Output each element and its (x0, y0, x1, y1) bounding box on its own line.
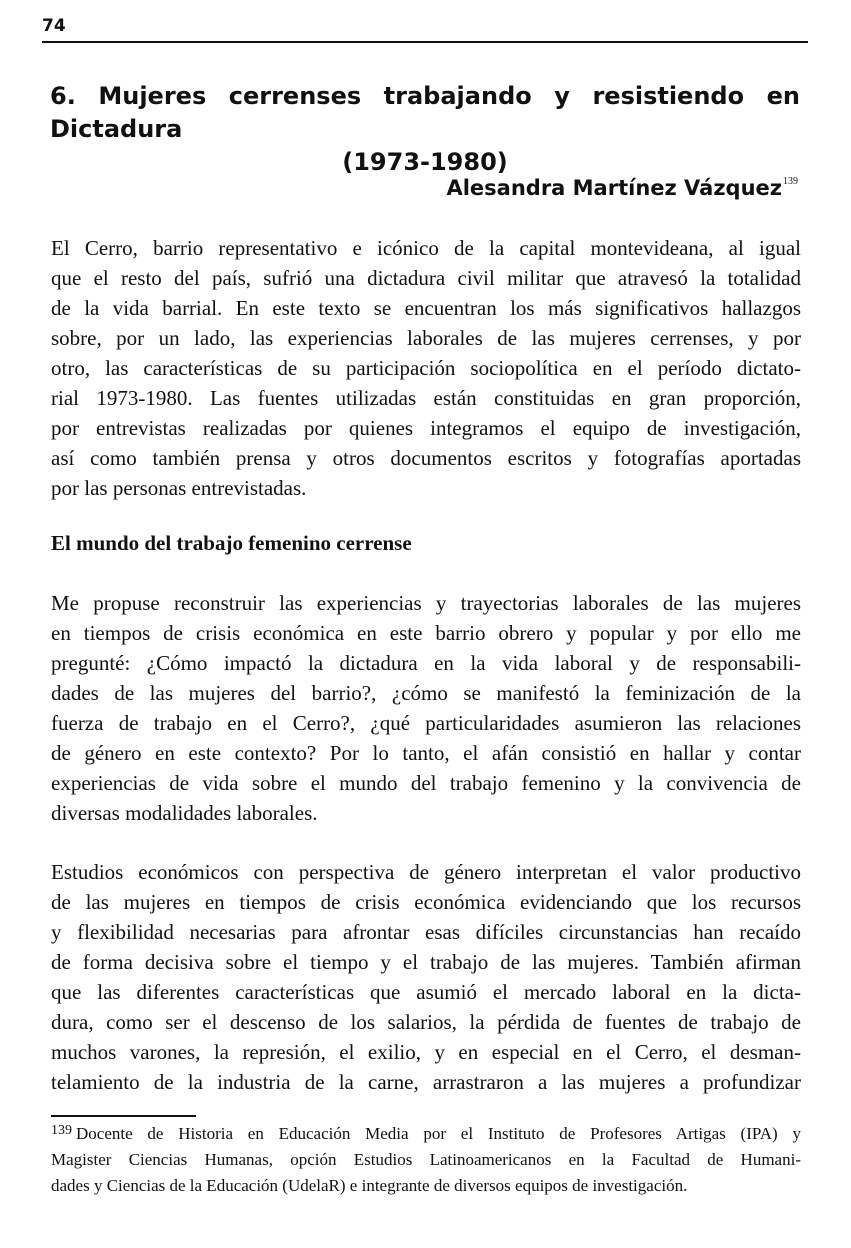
footnote-number: 139 (51, 1123, 72, 1138)
intro-line: de la vida barrial. En este texto se encuentran los más significativos hallazgos (51, 296, 801, 320)
paragraph-line: de las mujeres en tiempos de crisis económica evidenciando que los recursos (51, 890, 801, 914)
section-heading: El mundo del trabajo femenino cerrense (51, 531, 412, 555)
paragraph-line: de forma decisiva sobre el tiempo y el trabajo de las mujeres. También afirman (51, 950, 801, 974)
intro-line: sobre, por un lado, las experiencias laborales de las mujeres cerrenses, y por (51, 326, 801, 350)
paragraph-line: que las diferentes características que asumió el mercado laboral en la dicta- (51, 980, 801, 1004)
body-paragraph-1 (51, 588, 801, 828)
intro-line: El Cerro, barrio representativo e icónico de la capital montevideana, al igual (51, 236, 801, 260)
paragraph-line: experiencias de vida sobre el mundo del trabajo femenino y la convivencia de (51, 771, 801, 795)
footnote-text: Docente de Historia en Educación Media por el Instituto de Profesores Artigas (IPA) y (76, 1124, 801, 1143)
intro-line: otro, las características de su participación sociopolítica en el período dictato- (51, 356, 801, 380)
paragraph-line: de género en este contexto? Por lo tanto, el afán consistió en hallar y contar (51, 741, 801, 765)
paragraph-line: muchos varones, la represión, el exilio, y en especial en el Cerro, el desman- (51, 1040, 801, 1064)
paragraph-line: telamiento de la industria de la carne, arrastraron a las mujeres a profundizar (51, 1070, 801, 1094)
footnote-line (51, 1118, 801, 1147)
paragraph-line: y flexibilidad necesarias para afrontar esas difíciles circunstancias han recaído (51, 920, 801, 944)
paragraph-line: dura, como ser el descenso de los salarios, la pérdida de fuentes de trabajo de (51, 1010, 801, 1034)
chapter-title-line-1: 6. Mujeres cerrenses trabajando y resistiendo en Dictadura (50, 82, 800, 143)
footnote-rule (51, 1115, 196, 1117)
intro-line: rial 1973-1980. Las fuentes utilizadas están constituidas en gran proporción, (51, 386, 801, 410)
chapter-title-line-2: (1973-1980) (342, 148, 508, 176)
intro-line: que el resto del país, sufrió una dictadura civil militar que atravesó la totalidad (51, 266, 801, 290)
author-name: Alesandra Martínez Vázquez (446, 176, 782, 200)
paragraph-line: en tiempos de crisis económica en este barrio obrero y popular y por ello me (51, 621, 801, 645)
header-rule (42, 41, 808, 43)
author-byline (446, 176, 798, 200)
intro-line: por las personas entrevistadas. (51, 476, 307, 500)
footnote-line: Magister Ciencias Humanas, opción Estudios Latinoamericanos en la Facultad de Humani- (51, 1150, 801, 1169)
paragraph-line: Me propuse reconstruir las experiencias y trayectorias laborales de las mujeres (51, 591, 801, 615)
author-footnote-ref[interactable]: 139 (783, 176, 798, 187)
paragraph-line: pregunté: ¿Cómo impactó la dictadura en la vida laboral y de responsabili- (51, 651, 801, 675)
intro-line: así como también prensa y otros documentos escritos y fotografías aportadas (51, 446, 801, 470)
paragraph-line: dades de las mujeres del barrio?, ¿cómo se manifestó la feminización de la (51, 681, 801, 705)
paragraph-line: Estudios económicos con perspectiva de género interpretan el valor productivo (51, 860, 801, 884)
intro-paragraph (51, 233, 801, 503)
footnote (51, 1118, 801, 1199)
paragraph-line: diversas modalidades laborales. (51, 801, 318, 825)
body-paragraph-2 (51, 857, 801, 1097)
paragraph-line: fuerza de trabajo en el Cerro?, ¿qué particularidades asumieron las relaciones (51, 711, 801, 735)
footnote-line: dades y Ciencias de la Educación (UdelaR) e integrante de diversos equipos de investigación. (51, 1176, 688, 1195)
chapter-title (50, 80, 800, 179)
intro-line: por entrevistas realizadas por quienes integramos el equipo de investigación, (51, 416, 801, 440)
page-number: 74 (42, 16, 66, 36)
